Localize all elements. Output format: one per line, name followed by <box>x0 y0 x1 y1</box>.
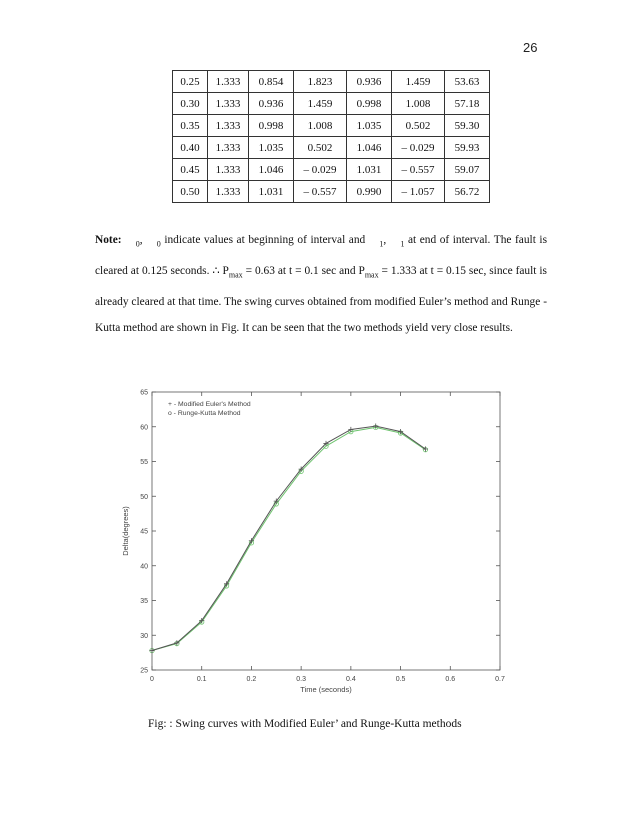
table-cell: 0.936 <box>347 71 392 93</box>
table-row <box>173 137 490 159</box>
y-tick-label: 40 <box>140 563 148 571</box>
x-tick-label: 0.3 <box>296 676 307 683</box>
note-text3: = 0.63 at t = 0.1 sec and P <box>242 264 365 277</box>
table-row <box>173 159 490 181</box>
table-cell: 0.40 <box>173 137 208 159</box>
y-tick-label: 55 <box>140 459 148 466</box>
table-cell: – 0.557 <box>392 159 445 181</box>
comma: , <box>139 234 143 246</box>
table-cell: 56.72 <box>445 181 490 203</box>
table-cell: 1.333 <box>208 181 249 203</box>
table-cell: 1.333 <box>208 137 249 159</box>
table-cell: 0.35 <box>173 115 208 137</box>
table-cell: 59.93 <box>445 137 490 159</box>
note-text4: = 1.333 at t = 0.15 sec, since fault is already cleared at that time. The swing curves obtained from modified Euler’s method and Runge - Kutta method are shown in Fig. It can be seen that the two methods yield very close results. <box>95 264 547 335</box>
y-tick-label: 30 <box>140 632 148 640</box>
table-cell: 1.031 <box>347 159 392 181</box>
y-tick-label: 35 <box>140 598 148 605</box>
table-cell: – 0.557 <box>294 181 347 203</box>
table-cell: 0.30 <box>173 93 208 115</box>
table-cell: 0.936 <box>249 93 294 115</box>
table-cell: 1.459 <box>392 71 445 93</box>
x-tick-label: 0.5 <box>395 676 406 683</box>
table-cell: 0.502 <box>294 137 347 159</box>
table-cell: 59.30 <box>445 115 490 137</box>
table-cell: – 0.029 <box>294 159 347 181</box>
table-cell: 0.998 <box>249 115 294 137</box>
table-cell: 1.035 <box>249 137 294 159</box>
y-tick-label: 50 <box>140 493 148 501</box>
table-cell: 0.45 <box>173 159 208 181</box>
x-tick-label: 0.2 <box>246 676 257 683</box>
legend-entry: o - Runge-Kutta Method <box>168 410 241 417</box>
table-row <box>173 93 490 115</box>
table-cell: 53.63 <box>445 71 490 93</box>
table-cell: 0.502 <box>392 115 445 137</box>
swing-curve-chart <box>95 374 515 694</box>
table-cell: 0.25 <box>173 71 208 93</box>
table-cell: 0.990 <box>347 181 392 203</box>
x-tick-label: 0.7 <box>495 676 505 683</box>
table-cell: 1.823 <box>294 71 347 93</box>
table-row <box>173 181 490 203</box>
comma2: , <box>383 234 387 246</box>
sub1b: 1 <box>400 239 405 249</box>
table-cell: 1.046 <box>249 159 294 181</box>
x-tick-label: 0 <box>150 676 154 683</box>
table-cell: 1.008 <box>294 115 347 137</box>
table-cell: 0.854 <box>249 71 294 93</box>
table-cell: 1.333 <box>208 115 249 137</box>
pmax-sub2: max <box>364 270 379 280</box>
table-cell: 1.035 <box>347 115 392 137</box>
x-axis-label: Time (seconds) <box>300 685 352 694</box>
table-cell: 1.333 <box>208 93 249 115</box>
pmax-sub1: max <box>228 270 243 280</box>
table-cell: 1.333 <box>208 159 249 181</box>
note-label: Note: <box>95 234 122 246</box>
table-cell: 59.07 <box>445 159 490 181</box>
y-tick-label: 25 <box>140 667 148 675</box>
results-table <box>172 70 490 203</box>
page-number: 26 <box>523 40 538 55</box>
figure-caption: Fig: : Swing curves with Modified Euler’ and Runge-Kutta methods <box>148 718 462 730</box>
y-tick-label: 60 <box>140 424 148 432</box>
y-tick-label: 65 <box>140 389 148 397</box>
table-cell: 0.50 <box>173 181 208 203</box>
plot-area <box>152 392 500 670</box>
sub0b: 0 <box>156 239 161 249</box>
sub0a: 0 <box>135 239 140 249</box>
y-axis-label: Delta(degrees) <box>121 506 130 556</box>
x-tick-label: 0.1 <box>196 676 207 683</box>
x-tick-label: 0.4 <box>345 676 356 683</box>
table-cell: 1.031 <box>249 181 294 203</box>
table-cell: 57.18 <box>445 93 490 115</box>
table-row <box>173 71 490 93</box>
note-text2: at end of interval. The fault is cleared at 0.125 seconds. ∴ P <box>95 234 548 277</box>
table-cell: 1.333 <box>208 71 249 93</box>
note-text1: indicate values at beginning of interval and <box>160 234 366 246</box>
note-paragraph <box>95 227 547 342</box>
table-cell: 1.008 <box>392 93 445 115</box>
table-row <box>173 115 490 137</box>
table-cell: – 1.057 <box>392 181 445 203</box>
table-cell: – 0.029 <box>392 137 445 159</box>
table-cell: 1.046 <box>347 137 392 159</box>
table-cell: 1.459 <box>294 93 347 115</box>
legend-entry: + - Modified Euler's Method <box>168 401 251 408</box>
x-tick-label: 0.6 <box>445 676 456 683</box>
sub1a: 1 <box>379 239 384 249</box>
y-tick-label: 45 <box>140 528 148 536</box>
table-cell: 0.998 <box>347 93 392 115</box>
